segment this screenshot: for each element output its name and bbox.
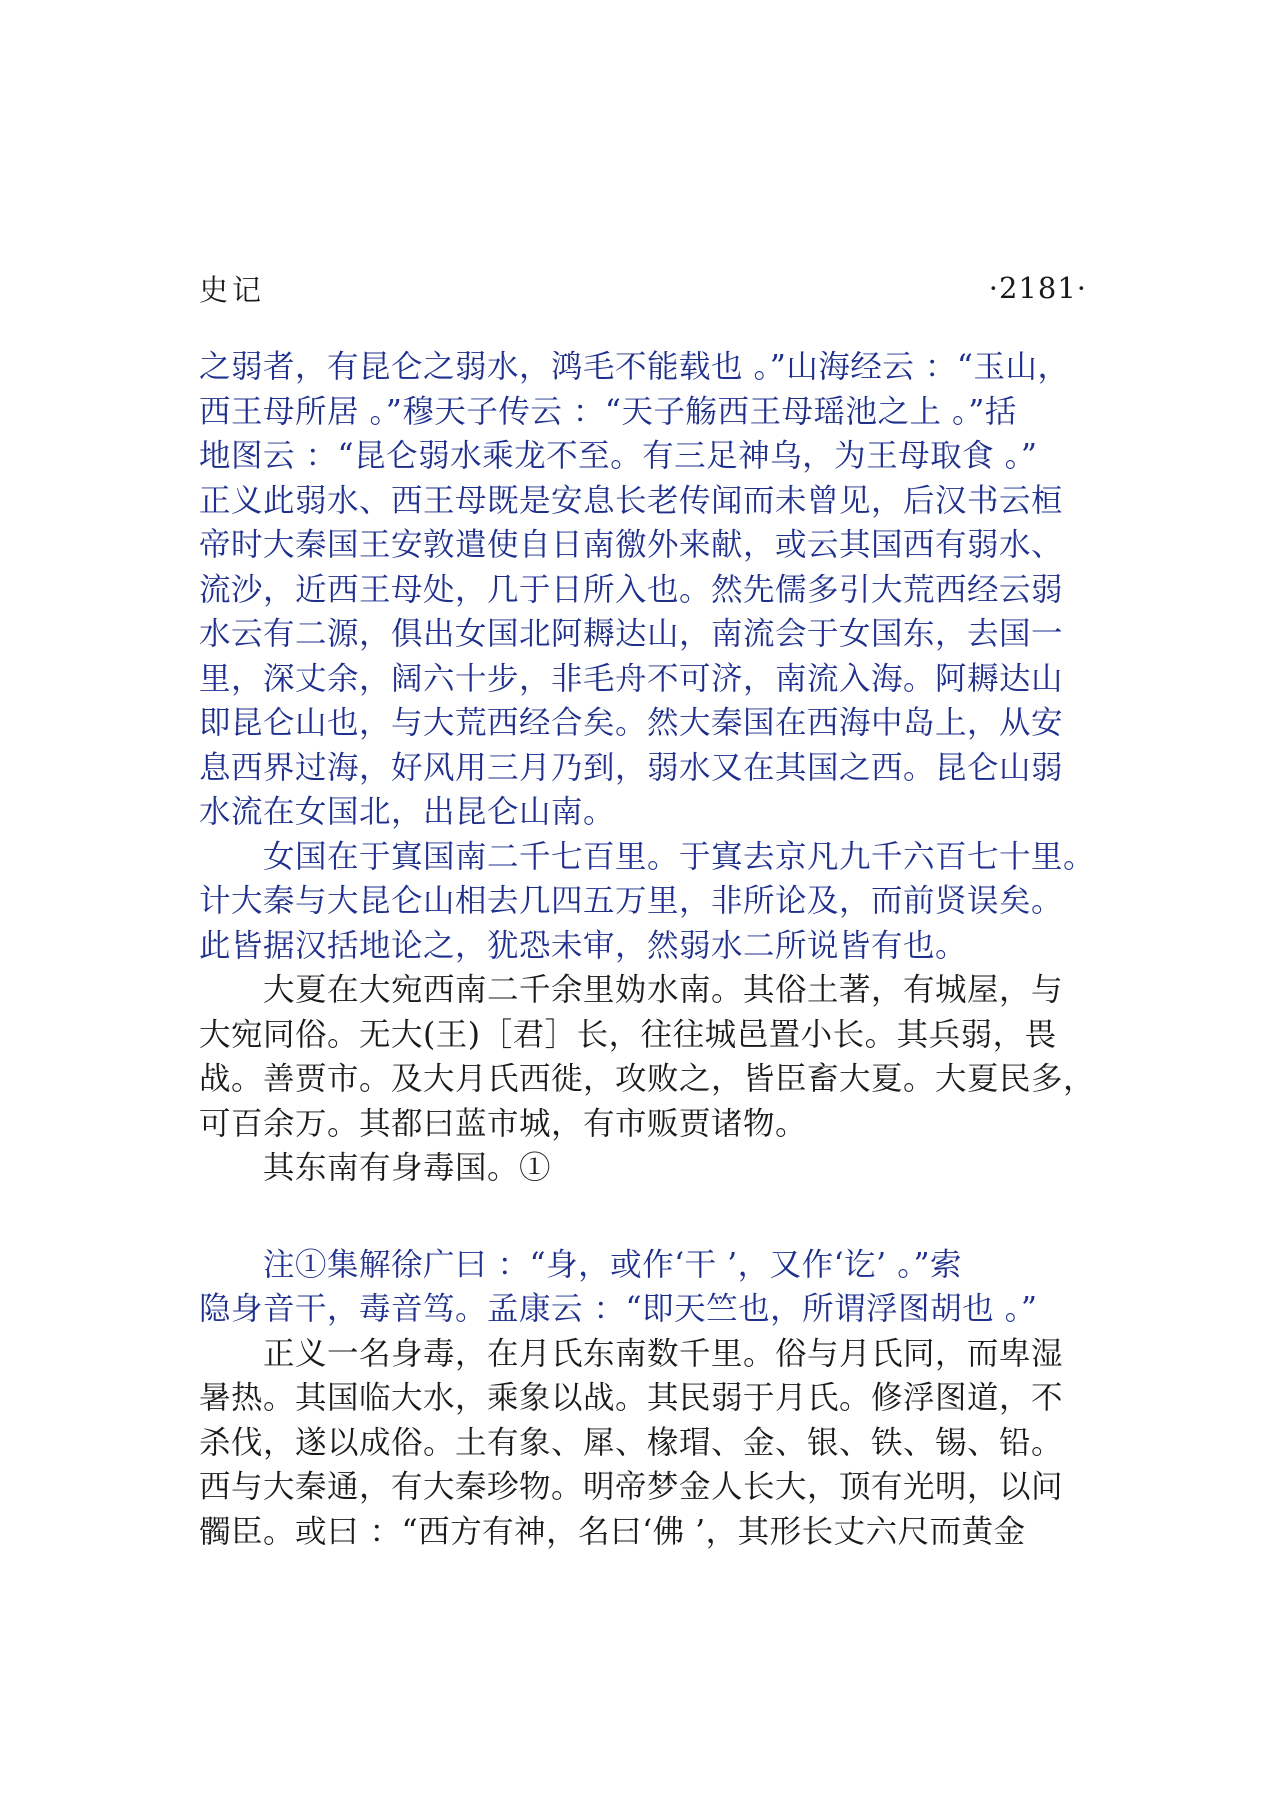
- annotation-line: 注①集解徐广曰 ：“身，或作‘干 ’，又作‘讫’ 。”索: [263, 1246, 963, 1283]
- annotation-line: 女国在于寘国南二千七百里。于寘去京凡九千六百七十里。: [263, 838, 1096, 875]
- annotation-line: 帝时大秦国王安敦遣使自日南徼外来献，或云其国西有弱水、: [199, 527, 1064, 563]
- running-head: [199, 268, 1087, 308]
- book-title: 史记: [199, 272, 266, 307]
- text-line: 暑热。其国临大水，乘象以战。其民弱于月氏。修浮图道，不: [199, 1380, 1064, 1416]
- annotation-line: 即昆仑山也，与大荒西经合矣。然大秦国在西海中岛上，从安: [199, 705, 1064, 741]
- text-line: 可百余万。其都曰蓝市城，有市贩贾诸物。: [199, 1105, 808, 1142]
- text-line: 战。善贾市。及大月氏西徙，攻败之，皆臣畜大夏。大夏民多，: [199, 1061, 1096, 1097]
- annotation-line: 隐身音干，毒音笃。孟康云 ：“即天竺也，所谓浮图胡也 。”: [199, 1291, 1038, 1327]
- text-line: 杀伐，遂以成俗。土有象、犀、椽瑁、金、银、铁、锡、铅。: [199, 1424, 1064, 1461]
- body-text: [199, 345, 1099, 1554]
- paragraph-gap: [199, 1191, 1099, 1243]
- annotation-line: 计大秦与大昆仑山相去几四五万里，非所论及，而前贤误矣。: [199, 883, 1064, 919]
- text-line: 大夏在大宛西南二千余里妫水南。其俗土著，有城屋，与: [263, 972, 1064, 1008]
- annotation-line: 地图云 ：“昆仑弱水乘龙不至。有三足神乌，为王母取食 。”: [199, 438, 1038, 474]
- page-number: ·2181·: [988, 271, 1087, 305]
- annotation-line: 正义此弱水、西王母既是安息长老传闻而未曾见，后汉书云桓: [199, 482, 1064, 519]
- annotation-line: 水云有二源，俱出女国北阿耨达山，南流会于女国东，去国一: [199, 616, 1064, 652]
- annotation-line: 里，深丈余，阔六十步，非毛舟不可济，南流入海。阿耨达山: [199, 660, 1064, 697]
- annotation-line: 水流在女国北，出昆仑山南。: [199, 794, 616, 830]
- text-line: 正义一名身毒，在月氏东南数千里。俗与月氏同，而卑湿: [263, 1335, 1064, 1372]
- text-line: 其东南有身毒国。①: [263, 1150, 552, 1186]
- text-line: 大宛同俗。无大(王)［君］长，往往城邑置小长。其兵弱，畏: [199, 1016, 1057, 1053]
- annotation-line: 流沙，近西王母处，几于日所入也。然先儒多引大荒西经云弱: [199, 571, 1064, 608]
- text-line: 髑臣。或曰 ：“西方有神，名曰‘佛 ’，其形长丈六尺而黄金: [199, 1513, 1026, 1550]
- text-line: 西与大秦通，有大秦珍物。明帝梦金人长大，顶有光明，以问: [199, 1469, 1064, 1505]
- annotation-line: 此皆据汉括地论之，犹恐未审，然弱水二所说皆有也。: [199, 927, 968, 964]
- annotation-line: 之弱者，有昆仑之弱水，鸿毛不能载也 。”山海经云 ：“玉山，: [199, 349, 1070, 385]
- annotation-line: 息西界过海，好风用三月乃到，弱水又在其国之西。昆仑山弱: [199, 749, 1064, 786]
- annotation-line: 西王母所居 。”穆天子传云 ：“天子觞西王母瑶池之上 。”括: [199, 393, 1017, 430]
